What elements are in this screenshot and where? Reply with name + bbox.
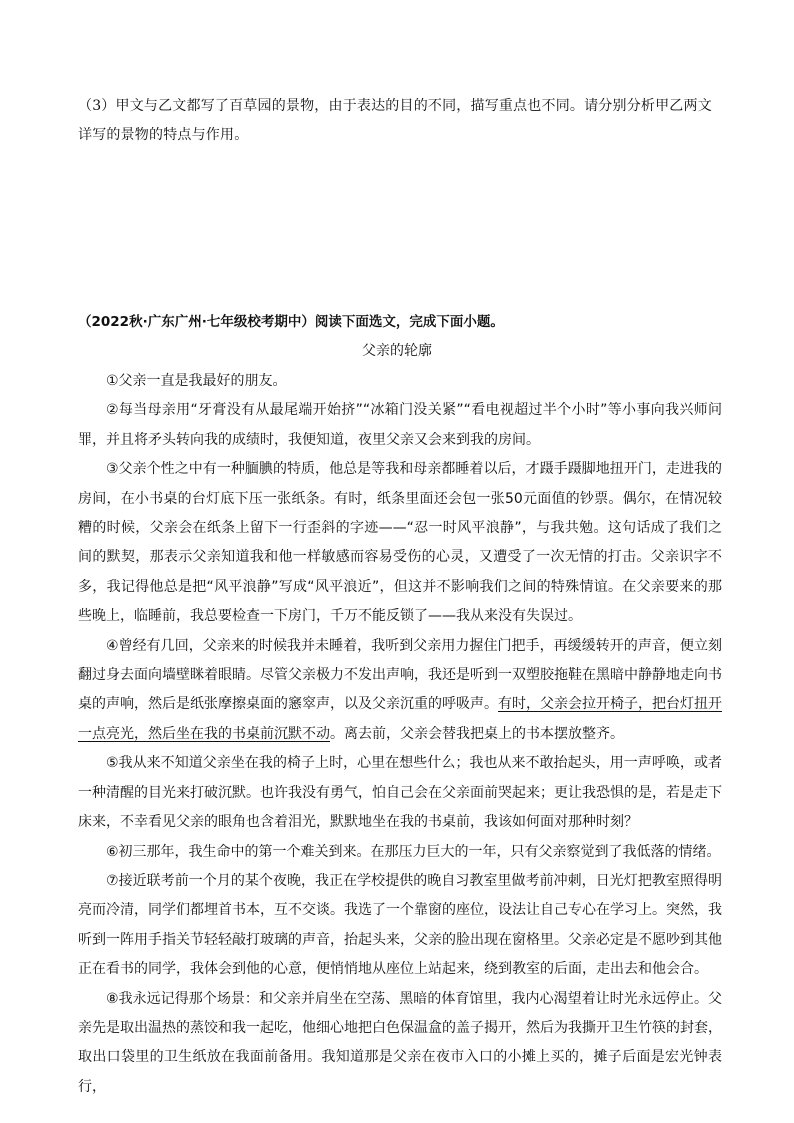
article-body (78, 367, 722, 1102)
paragraph-4 (78, 632, 722, 750)
paragraph-4-end: 。离去前，父亲会替我把桌上的书本摆放整齐。 (330, 725, 624, 742)
paragraph-7: ⑦接近联考前一个月的某个夜晚，我正在学校提供的晚自习教室里做考前冲刺，日光灯把教室照得明亮而冷清，同学们都埋首书本，互不交谈。我选了一个靠窗的座位，设法让自己专心在学习上。突然，我听到一阵用手指关节轻轻敲打玻璃的声音，抬起头来，父亲的脸出现在窗格里。父亲必定是不愿吵到其他正在看书的同学，我体会到他的心意，便悄悄地从座位上站起来，绕到教室的后面，走出去和他会合。 (78, 872, 722, 978)
paragraph-6: ⑥初三那年，我生命中的第一个难关到来。在那压力巨大的一年，只有父亲察觉到了我低落的情绪。 (106, 843, 721, 860)
reading-source-instruction: （2022秋·广东广州·七年级校考期中）阅读下面选文，完成下面小题。 (78, 314, 504, 330)
paragraph-1: ①父亲一直是我最好的朋友。 (106, 373, 287, 389)
underlined-sentence: 有时，父亲会拉开椅子，把台灯扭开一点亮光，然后坐在我的书桌前沉默不动 (78, 696, 722, 742)
paragraph-8: ⑧我永远记得那个场景：和父亲并肩坐在空荡、黑暗的体育馆里，我内心渴望着让时光永远停止。父亲先是取出温热的蒸饺和我一起吃，他细心地把白色保温盒的盖子揭开，然后为我撕开卫生竹筷的封套，取出口袋里的卫生纸放在我面前备用。我知道那是父亲在夜市入口的小摊上买的，摊子后面是宏光钟表行， (78, 990, 722, 1095)
paragraph-4-text: ④曾经有几回，父亲来的时候我并未睡着，我听到父亲用力握住门把手，再缓缓转开的声音，便立刻翻过身去面向墙壁眯着眼睛。尽管父亲极力不发出声响，我还是听到一双塑胶拖鞋在黑暗中静静地走向书桌的声响，然后是纸张摩擦桌面的窸窣声，以及父亲沉重的呼吸声。 (78, 637, 722, 713)
article-title: 父亲的轮廓 (362, 343, 432, 359)
question-3: （3）甲文与乙文都写了百草园的景物，由于表达的目的不同，描写重点也不同。请分别分析甲乙两文详写的景物的特点与作用。 (78, 98, 712, 143)
paragraph-2: ②每当母亲用“牙膏没有从最尾端开始挤”“冰箱门没关紧”“看电视超过半个小时”等小事向我兴师问罪，并且将矛头转向我的成绩时，我便知道，夜里父亲又会来到我的房间。 (78, 402, 722, 448)
paragraph-3: ③父亲个性之中有一种腼腆的特质，他总是等我和母亲都睡着以后，才蹑手蹑脚地扭开门，走进我的房间，在小书桌的台灯底下压一张纸条。有时，纸条里面还会包一张50元面值的钞票。偶尔，在情况较糟的时候，父亲会在纸条上留下一行歪斜的字迹——“忍一时风平浪静”，与我共勉。这句话成了我们之间的默契，那表示父亲知道我和他一样敏感而容易受伤的心灵，又遭受了一次无情的打击。父亲识字不多，我记得他总是把“风平浪静”写成“风平浪近”，但这并不影响我们之间的特殊情谊。在父亲要来的那些晚上，临睡前，我总要检查一下房门，千万不能反锁了——我从来没有失误过。 (78, 461, 722, 625)
paragraph-5: ⑤我从来不知道父亲坐在我的椅子上时，心里在想些什么；我也从来不敢抬起头，用一声呼唤，或者一种清醒的目光来打破沉默。也许我没有勇气，怕自己会在父亲面前哭起来；更让我恐惧的是，若是走下床来，不幸看见父亲的眼角也含着泪光，默默地坐在我的书桌前，我该如何面对那种时刻？ (78, 755, 722, 831)
